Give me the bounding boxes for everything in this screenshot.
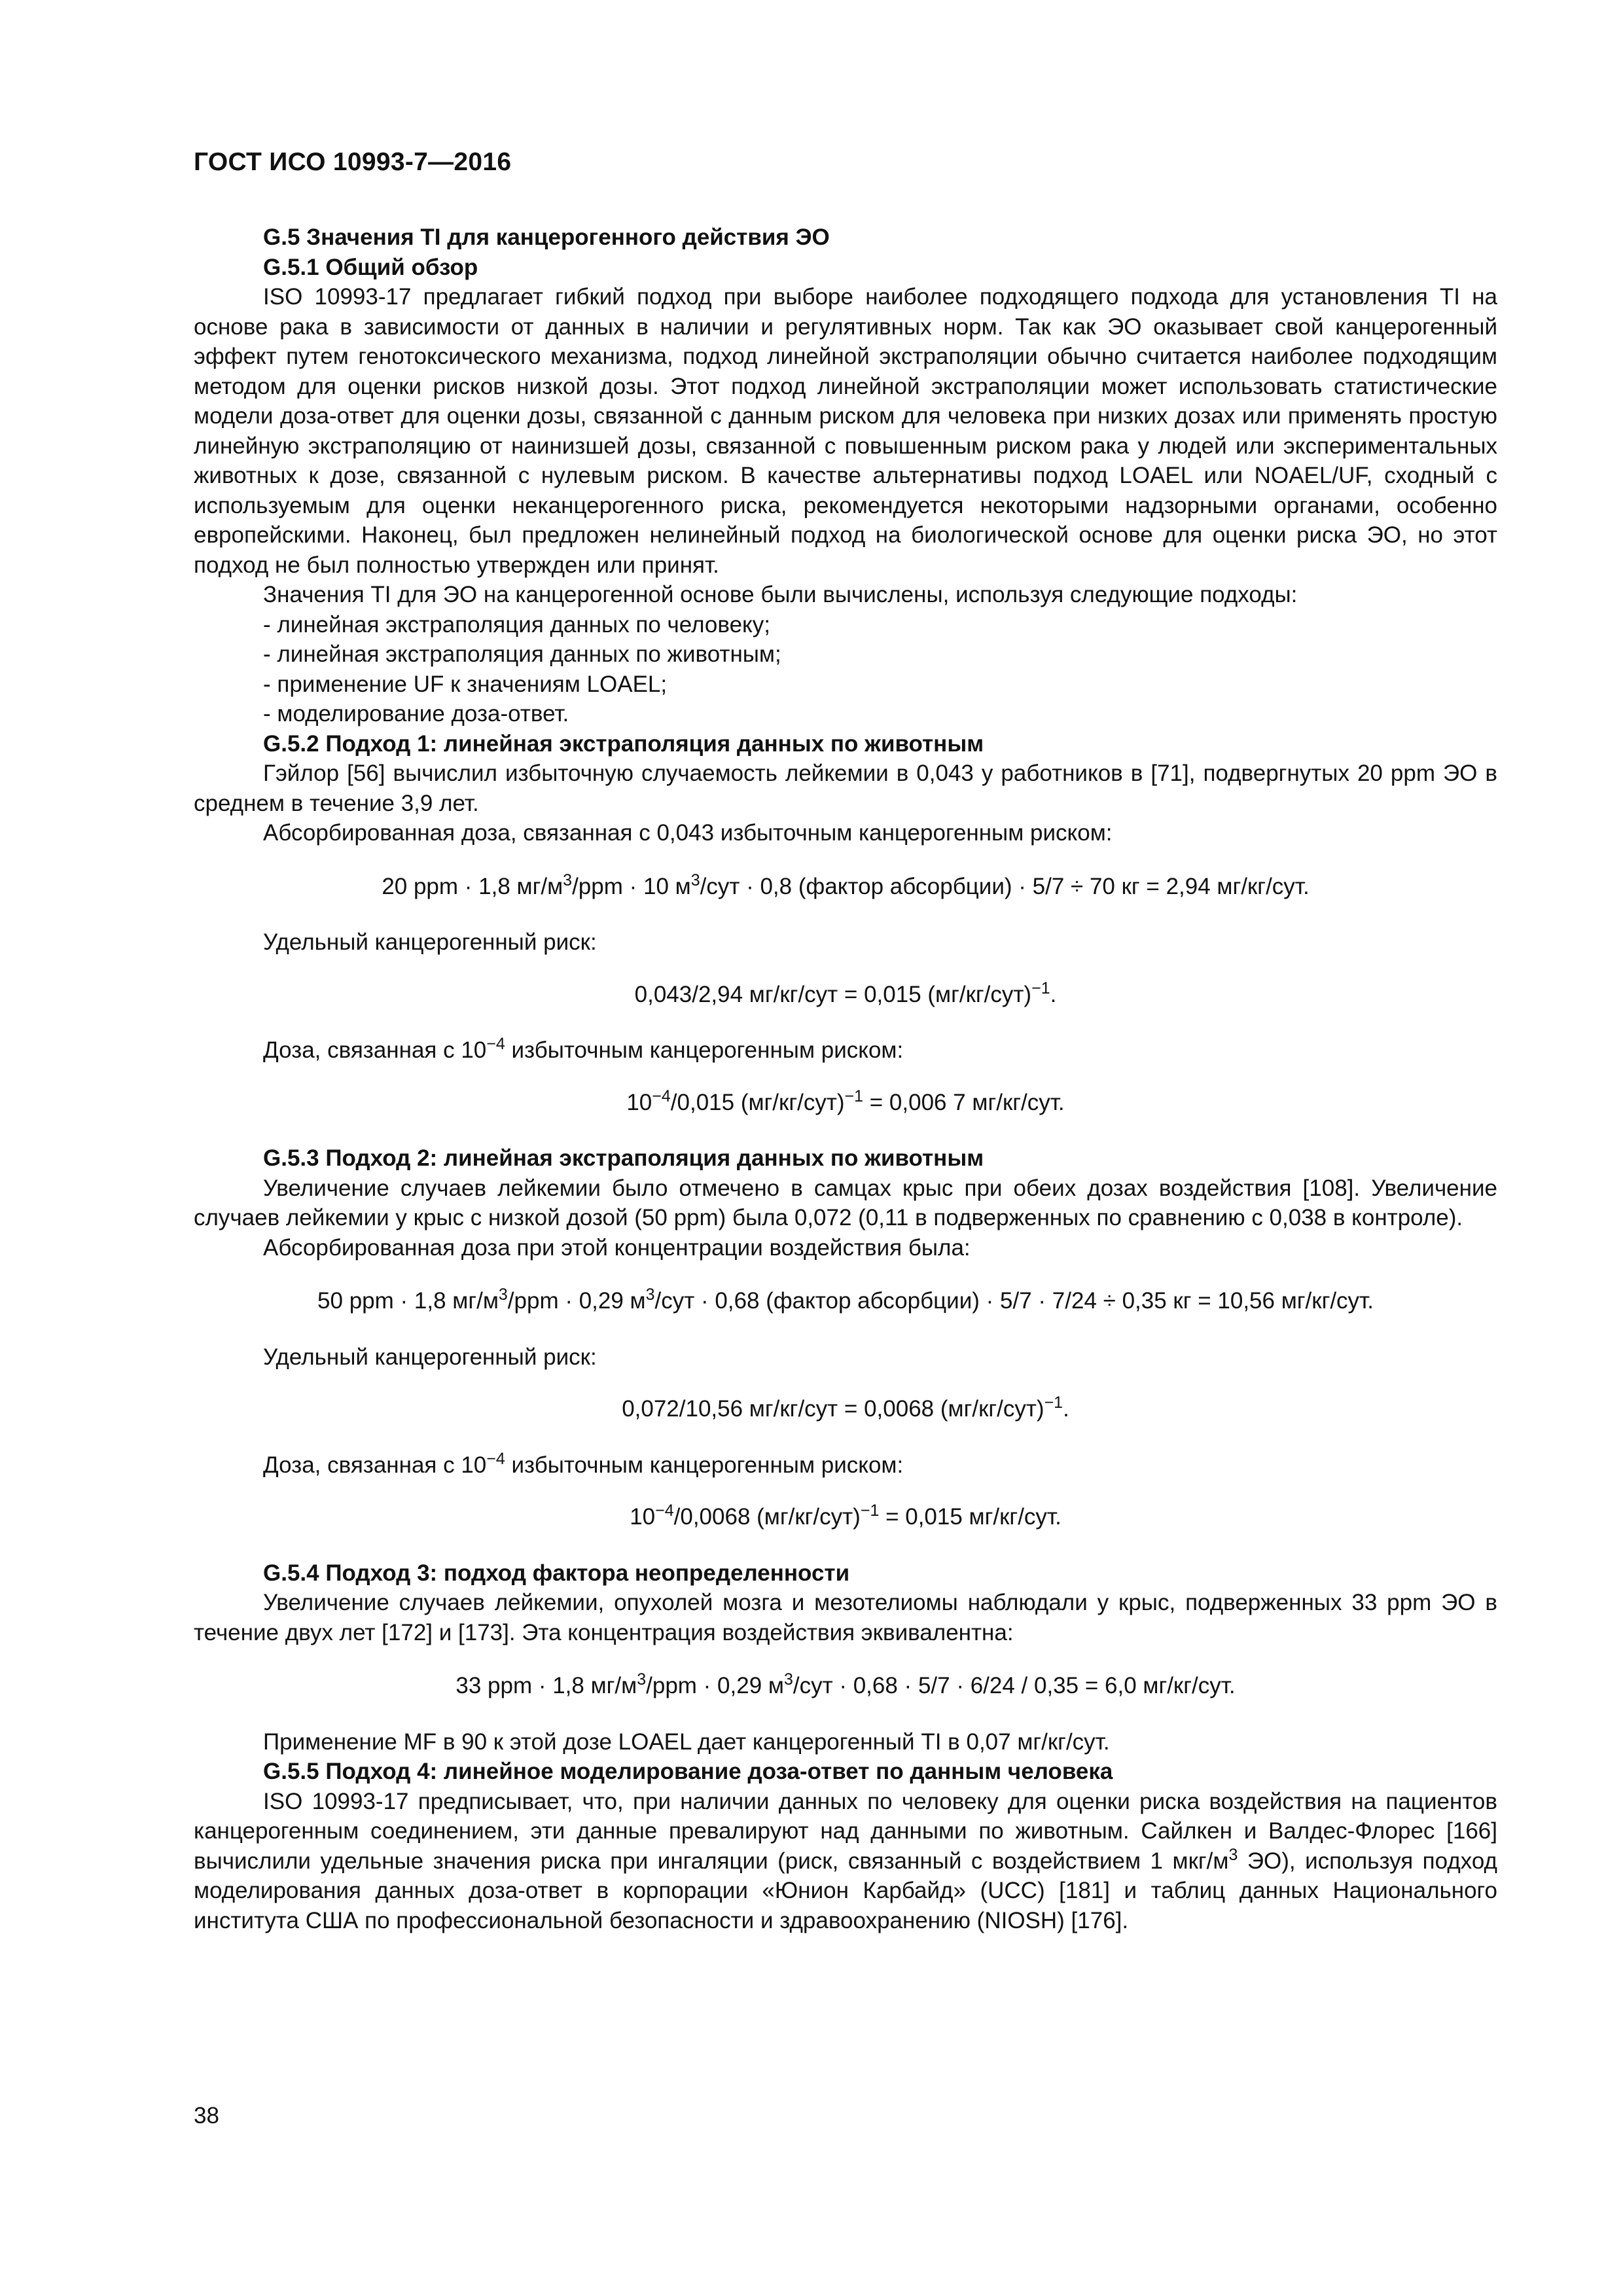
formula-absorbed-dose-1: 20 ppm · 1,8 $мг/м^3$/ppm · 10 $м^3$/сут · 0,8 (фактор абсорбции) · 5/7 ÷ 70 кг = 2,94 мг/кг/сут. (382, 870, 1310, 899)
g54-paragraph-1: Увеличение случаев лейкемии, опухолей мозга и мезотелиомы наблюдали у крыс, подверженных 33 ppm ЭО в течение двух лет [172] и [173]. Эта концентрация воздействия эквивалентна: (194, 1590, 1497, 1645)
formula-exposure-equivalent: 33 ppm · 1,8 $мг/м^3$/ppm · 0,29 $м^3$/сут · 0,68 · 5/7 · 6/24 / 0,35 = 6,0 мг/кг/сут. (455, 1670, 1236, 1698)
list-item: - моделирование доза-ответ. (263, 701, 569, 726)
document-header: ГОСТ ИСО 10993-7—2016 (194, 148, 512, 176)
section-g54-title: G.5.4 Подход 3: подход фактора неопределенности (263, 1560, 850, 1586)
g51-paragraph-2: Значения TI для ЭО на канцерогенной основе были вычислены, используя следующие подходы: (263, 582, 1298, 607)
list-item: - применение UF к значениям LOAEL; (263, 671, 668, 697)
g52-paragraph-4: Доза, связанная с $10^{-4}$ избыточным канцерогенным риском: (263, 1035, 904, 1063)
g52-paragraph-2: Абсорбированная доза, связанная с 0,043 избыточным канцерогенным риском: (263, 820, 1113, 846)
g53-paragraph-1: Увеличение случаев лейкемии было отмечено в самцах крыс при обеих дозах воздействия [108]. Увеличение случаев лейкемии у крыс с низкой дозой (50 ppm) была 0,072 (0,11 в подверженных по сравнению с 0,038 в контроле). (194, 1175, 1497, 1230)
section-g51-title: G.5.1 Общий обзор (263, 254, 478, 280)
formula-absorbed-dose-2: 50 ppm · 1,8 $мг/м^3$/ppm · 0,29 $м^3$/сут · 0,68 (фактор абсорбции) · 5/7 · 7/24 ÷ 0,35 кг = 10,56 мг/кг/сут. (317, 1285, 1374, 1314)
g55-paragraph-1: ISO 10993-17 предписывает, что, при наличии данных по человеку для оценки риска воздействия на пациентов канцерогенным соединением, эти данные превалируют над данными по животным. Сайлкен и Валдес-Флорес [166] вычислили удельные значения риска при ингаляции (риск, связанный с воздействием 1 мкг/$м^3$ ЭО), используя подход моделирования данных доза-ответ в корпорации «Юнион Карбайд» (UCC) [181] и таблиц данных Национального института США по профессиональной безопасности и здравоохранению (NIOSH) [176]. (194, 1788, 1497, 1933)
g53-paragraph-2: Абсорбированная доза при этой концентрации воздействия была: (263, 1234, 971, 1261)
g53-paragraph-3: Удельный канцерогенный риск: (263, 1344, 597, 1370)
formula-dose-1: $10^{-4}/0,015$ $(мг/кг/сут)^{-1} = 0,006$ 7 мг/кг/сут. (626, 1086, 1065, 1115)
formula-specific-risk-1: 0,043/2,94 мг/кг/сут = 0,015 $(мг/кг/сут)^{-1}$. (634, 978, 1057, 1007)
g52-paragraph-3: Удельный канцерогенный риск: (263, 929, 597, 955)
section-g5-title: G.5 Значения TI для канцерогенного действия ЭО (263, 224, 830, 250)
formula-dose-2: $10^{-4}/0,0068$ $(мг/кг/сут)^{-1} = 0,015$ мг/кг/сут. (630, 1501, 1061, 1530)
page-number: 38 (194, 2103, 219, 2128)
g54-paragraph-2: Применение MF в 90 к этой дозе LOAEL дает канцерогенный TI в 0,07 мг/кг/сут. (263, 1729, 1110, 1755)
section-g55-title: G.5.5 Подход 4: линейное моделирование доза-ответ по данным человека (263, 1759, 1113, 1784)
list-item: - линейная экстраполяция данных по человеку; (263, 611, 770, 637)
g52-paragraph-1: Гэйлор [56] вычислил избыточную случаемость лейкемии в 0,043 у работников в [71], подвергнутых 20 ppm ЭО в среднем в течение 3,9 лет. (194, 761, 1497, 816)
page-content (194, 223, 1497, 1935)
g53-paragraph-4: Доза, связанная с $10^{-4}$ избыточным канцерогенным риском: (263, 1449, 904, 1478)
formula-specific-risk-2: 0,072/10,56 мг/кг/сут = 0,0068 $(мг/кг/сут)^{-1}$. (622, 1393, 1069, 1422)
section-g52-title: G.5.2 Подход 1: линейная экстраполяция данных по животным (263, 730, 984, 757)
list-item: - линейная экстраполяция данных по животным; (263, 641, 781, 667)
g51-paragraph-1: ISO 10993-17 предлагает гибкий подход при выборе наиболее подходящего подхода для установления TI на основе рака в зависимости от данных в наличии и регулятивных норм. Так как ЭО оказывает свой канцерогенный эффект путем генотоксического механизма, подход линейной экстраполяции обычно считается наиболее подходящим методом для оценки рисков низкой дозы. Этот подход линейной экстраполяции может использовать статистические модели доза-ответ для оценки дозы, связанной с данным риском для человека при низких дозах или применять простую линейную экстраполяцию от наинизшей дозы, связанной с повышенным риском рака у людей или экспериментальных животных к дозе, связанной с нулевым риском. В качестве альтернативы подход LOAEL или NOAEL/UF, сходный с используемым для оценки неканцерогенного риска, рекомендуется некоторыми надзорными органами, особенно европейскими. Наконец, был предложен нелинейный подход на биологической основе для оценки риска ЭО, но этот подход не был полностью утвержден или принят. (194, 284, 1497, 578)
section-g53-title: G.5.3 Подход 2: линейная экстраполяция данных по животным (263, 1145, 984, 1171)
